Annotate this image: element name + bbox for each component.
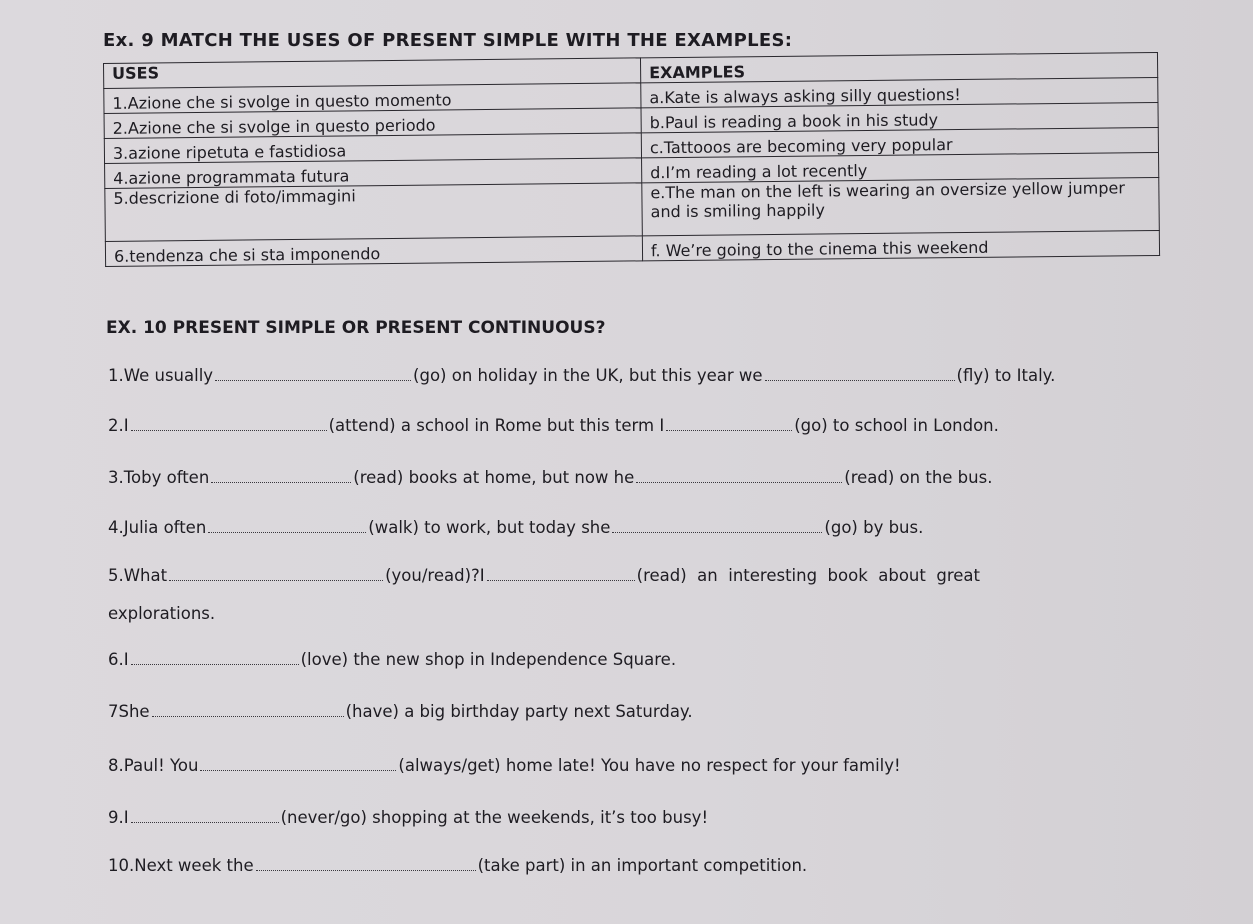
answer-blank[interactable] — [152, 702, 344, 717]
item-text-start: 4.Julia often — [108, 518, 207, 537]
use-cell: 3.azione ripetuta e fastidiosa — [104, 133, 641, 164]
exercise-item — [108, 702, 693, 721]
item-text-end: (fly) to Italy. — [956, 366, 1056, 385]
answer-blank[interactable] — [487, 566, 635, 581]
exercise-item — [108, 468, 992, 487]
item-text-middle: (take part) in an important competition. — [477, 856, 808, 875]
item-text-end: (go) to school in London. — [794, 416, 999, 435]
item-text-end: (go) by bus. — [824, 518, 924, 537]
answer-blank[interactable] — [200, 756, 396, 771]
answer-blank[interactable] — [131, 416, 327, 431]
exercise-item — [108, 416, 999, 435]
example-cell: f. We’re going to the cinema this weekend — [642, 230, 1159, 260]
example-cell: d.I’m reading a lot recently — [642, 152, 1159, 182]
item-continuation: explorations. — [108, 604, 216, 623]
exercise-item — [108, 756, 901, 775]
example-cell: c.Tattooos are becoming very popular — [641, 127, 1158, 157]
example-cell: b.Paul is reading a book in his study — [641, 102, 1158, 132]
exercise-item — [108, 366, 1055, 385]
item-text-middle: (read) books at home, but now he — [353, 468, 635, 487]
exercise-item — [108, 808, 708, 827]
answer-blank[interactable] — [256, 856, 476, 871]
uses-header: USES — [104, 58, 641, 89]
answer-blank[interactable] — [208, 518, 366, 533]
item-text-start: 10.Next week the — [108, 856, 254, 875]
item-text-middle: (you/read)?I — [385, 566, 485, 585]
use-cell: 1.Azione che si svolge in questo momento — [104, 83, 641, 114]
item-text-middle: (love) the new shop in Independence Square. — [300, 650, 677, 669]
answer-blank[interactable] — [765, 366, 955, 381]
answer-blank[interactable] — [612, 518, 822, 533]
ex9-title: Ex. 9 MATCH THE USES OF PRESENT SIMPLE WITH THE EXAMPLES: — [103, 30, 793, 51]
use-cell: 6.tendenza che si sta imponendo — [105, 236, 642, 267]
item-text-middle: (walk) to work, but today she — [368, 518, 611, 537]
item-text-start: 2.I — [108, 416, 129, 435]
exercise-item — [108, 566, 980, 585]
item-text-end: (read) on the bus. — [844, 468, 993, 487]
exercise-item — [108, 856, 807, 875]
use-cell: 5.descrizione di foto/immagini — [105, 183, 643, 242]
answer-blank[interactable] — [169, 566, 383, 581]
item-text-middle: (go) on holiday in the UK, but this year we — [413, 366, 763, 385]
item-text-middle: (attend) a school in Rome but this term I — [328, 416, 665, 435]
item-text-start: 1.We usually — [108, 366, 214, 385]
examples-header: EXAMPLES — [640, 52, 1157, 82]
item-text-start: 7She — [108, 702, 150, 721]
item-text-middle: (never/go) shopping at the weekends, it’s too busy! — [280, 808, 709, 827]
answer-blank[interactable] — [131, 650, 299, 665]
item-text-start: 3.Toby often — [108, 468, 210, 487]
use-cell: 4.azione programmata futura — [105, 158, 642, 189]
answer-blank[interactable] — [131, 808, 279, 823]
example-cell: a.Kate is always asking silly questions! — [641, 77, 1158, 107]
use-cell: 2.Azione che si svolge in questo periodo — [104, 108, 641, 139]
item-text-start: 6.I — [108, 650, 129, 669]
answer-blank[interactable] — [666, 416, 792, 431]
item-text-start: 9.I — [108, 808, 129, 827]
exercise-item — [108, 518, 923, 537]
item-text-middle: (always/get) home late! You have no respect for your family! — [398, 756, 901, 775]
match-table — [103, 52, 1160, 267]
item-text-start: 8.Paul! You — [108, 756, 199, 775]
example-cell: e.The man on the left is wearing an oversize yellow jumper and is smiling happily — [642, 177, 1160, 235]
item-text-middle: (have) a big birthday party next Saturday. — [345, 702, 693, 721]
answer-blank[interactable] — [211, 468, 351, 483]
answer-blank[interactable] — [636, 468, 842, 483]
item-text-start: 5.What — [108, 566, 168, 585]
exercise-item — [108, 650, 676, 669]
answer-blank[interactable] — [215, 366, 411, 381]
ex10-title: EX. 10 PRESENT SIMPLE OR PRESENT CONTINUOUS? — [106, 318, 606, 338]
item-text-end: (read) an interesting book about great — [636, 566, 980, 585]
